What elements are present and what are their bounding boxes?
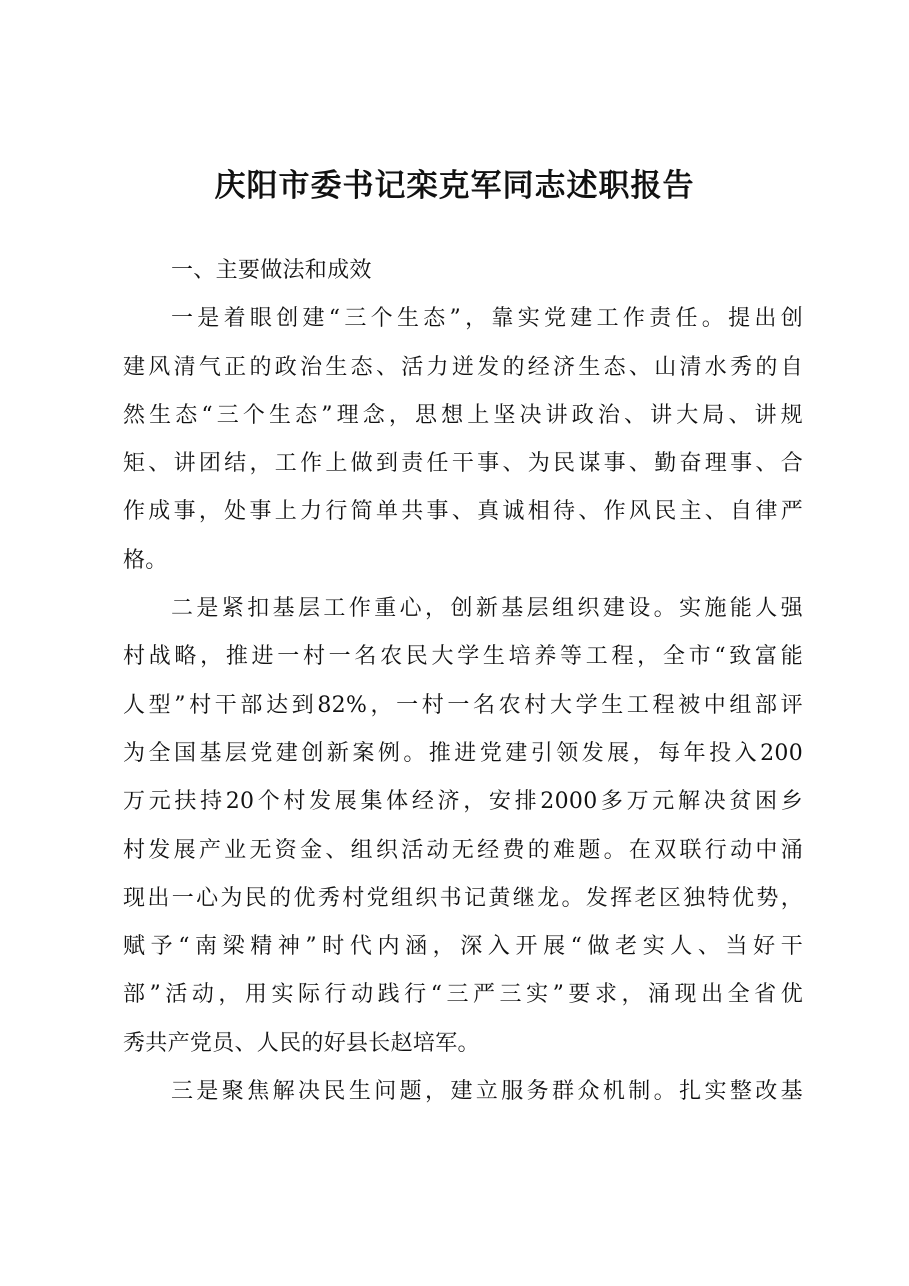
text-line: 万元扶持20个村发展集体经济，安排2000多万元解决贫困乡 [123, 789, 803, 815]
document-body [123, 247, 803, 1116]
text-line: 建风清气正的政治生态、活力迸发的经济生态、山清水秀的自 [123, 354, 803, 380]
text-line: 村战略，推进一村一名农民大学生培养等工程，全市“致富能 [123, 644, 803, 670]
text-line: 现出一心为民的优秀村党组织书记黄继龙。发挥老区独特优势， [123, 885, 803, 911]
text-line: 秀共产党员、人民的好县长赵培军。 [123, 1030, 480, 1056]
text-line: 一、主要做法和成效 [171, 258, 372, 283]
text-line: 作成事，处事上力行简单共事、真诚相待、作风民主、自律严 [123, 499, 803, 525]
document-title: 庆阳市委书记栾克军同志述职报告 [214, 168, 695, 204]
text-line: 然生态“三个生态”理念，思想上坚决讲政治、讲大局、讲规 [123, 402, 803, 428]
text-line: 赋予“南梁精神”时代内涵，深入开展“做老实人、当好干 [123, 934, 803, 960]
text-line: 格。 [123, 547, 168, 573]
text-line: 矩、讲团结，工作上做到责任干事、为民谋事、勤奋理事、合 [123, 451, 803, 477]
text-line: 三是聚焦解决民生问题，建立服务群众机制。扎实整改基 [171, 1079, 803, 1105]
text-line: 二是紧扣基层工作重心，创新基层组织建设。实施能人强 [171, 596, 803, 622]
text-line: 村发展产业无资金、组织活动无经费的难题。在双联行动中涌 [123, 837, 803, 863]
text-line: 为全国基层党建创新案例。推进党建引领发展，每年投入200 [123, 740, 803, 766]
text-line: 人型”村干部达到82%，一村一名农村大学生工程被中组部评 [123, 692, 803, 718]
text-line: 一是着眼创建“三个生态”，靠实党建工作责任。提出创 [171, 306, 803, 332]
text-line: 部”活动，用实际行动践行“三严三实”要求，涌现出全省优 [123, 982, 803, 1008]
